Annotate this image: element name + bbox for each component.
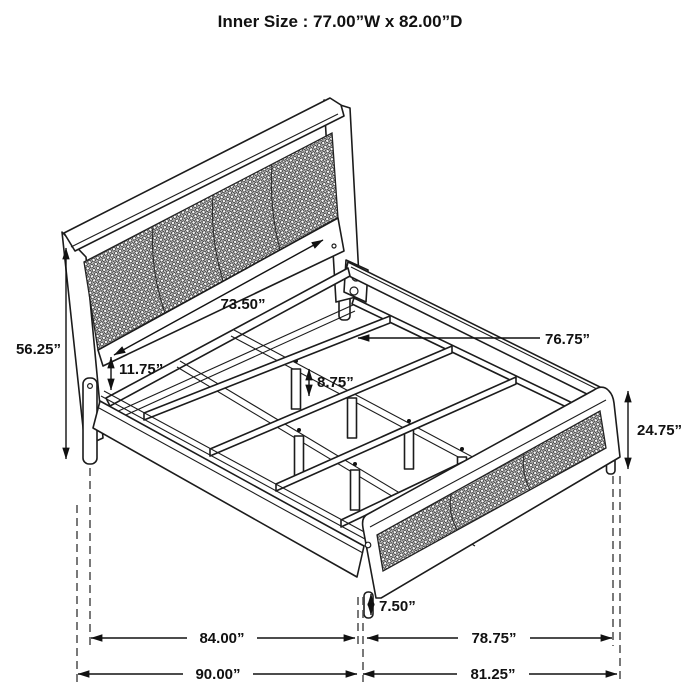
dim-bed-length-overall	[78, 666, 357, 683]
support-leg	[348, 398, 357, 438]
screw-dot	[460, 447, 464, 451]
screw-dot	[353, 462, 357, 466]
screw-dot	[407, 419, 411, 423]
dim-label-bed-width-inner: 78.75”	[471, 630, 517, 647]
support-leg	[292, 369, 301, 409]
dim-footboard-height	[628, 391, 682, 469]
support-leg	[295, 436, 304, 476]
dim-label-headboard-width: 73.50”	[220, 296, 266, 313]
bracket-bolt-hole	[350, 287, 358, 295]
dim-label-bed-length-inner: 84.00”	[199, 630, 245, 647]
dim-label-side-rail-length: 76.75”	[545, 331, 591, 348]
dim-label-bed-length-overall: 90.00”	[195, 666, 241, 683]
support-leg	[405, 429, 414, 469]
footboard	[363, 387, 620, 618]
dim-bed-width-inner	[367, 630, 612, 647]
screw-dot	[297, 428, 301, 432]
support-leg	[351, 470, 360, 510]
dim-label-slat-leg-height: 8.75”	[317, 374, 354, 391]
dim-bed-width-overall	[363, 666, 617, 683]
dim-label-headboard-rail-gap: 11.75”	[119, 361, 164, 378]
dim-label-headboard-height: 56.25”	[15, 341, 61, 358]
dim-label-footboard-height: 24.75”	[637, 422, 683, 439]
post-peg-hole	[332, 244, 336, 248]
near-side-rail-edge	[99, 408, 363, 553]
footboard-peg-hole	[365, 542, 371, 548]
page-title: Inner Size : 77.00”W x 82.00”D	[217, 12, 463, 31]
dim-label-footboard-floor-clearance: 7.50”	[379, 598, 416, 615]
dim-label-bed-width-overall: 81.25”	[470, 666, 516, 683]
dim-headboard-height	[16, 248, 66, 459]
leg-peg-hole	[88, 384, 93, 389]
dim-bed-length-inner	[91, 630, 355, 647]
